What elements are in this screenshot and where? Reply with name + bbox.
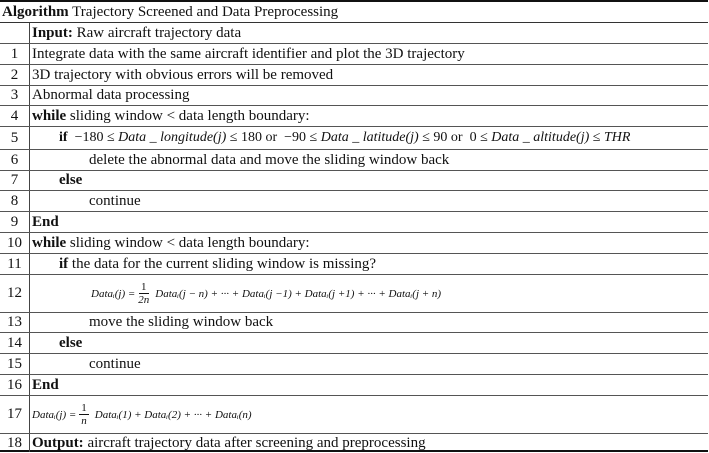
line-number: 7 xyxy=(10,172,19,188)
mean-formula: Dataᵢ(j) = $\frac{1}{n}$ Dataᵢ(1) + Dataᵢ(2) + ··· + Dataᵢ(n) xyxy=(32,402,252,427)
while-keyword: while xyxy=(32,107,67,124)
table-row xyxy=(0,86,708,106)
table-row xyxy=(0,275,708,313)
line-number: 18 xyxy=(7,434,22,451)
fraction: $\frac{1}{2n}$ xyxy=(138,281,150,306)
line-text: Input: Raw aircraft trajectory data xyxy=(32,24,242,41)
table-row xyxy=(0,354,708,375)
line-text: move the sliding window back xyxy=(89,314,274,330)
table-row xyxy=(0,127,708,150)
line-number: 10 xyxy=(7,234,22,251)
table-row xyxy=(0,44,708,65)
table-row xyxy=(0,396,708,434)
line-number: 1 xyxy=(10,45,19,62)
line-number: 5 xyxy=(10,129,19,146)
output-keyword: Output: xyxy=(32,434,84,451)
table-row xyxy=(0,233,708,254)
line-number: 3 xyxy=(10,87,19,103)
line-number: 12 xyxy=(7,285,22,301)
table-row-input xyxy=(0,23,708,44)
line-text: Integrate data with the same aircraft identifier and plot the 3D trajectory xyxy=(32,45,465,62)
algorithm-keyword: Algorithm xyxy=(2,4,69,20)
line-number: 15 xyxy=(7,355,22,372)
line-text: continue xyxy=(89,355,141,372)
line-text: Abnormal data processing xyxy=(32,87,190,103)
line-number: 2 xyxy=(10,66,19,83)
line-text: if the data for the current sliding window is missing? xyxy=(59,255,377,272)
line-text: while sliding window < data length boundary: xyxy=(32,234,310,251)
line-number: 13 xyxy=(7,314,22,330)
table-row xyxy=(0,375,708,396)
table-row xyxy=(0,171,708,191)
fraction: $\frac{1}{n}$ xyxy=(81,402,87,427)
algorithm-header xyxy=(0,2,708,23)
line-text: while sliding window < data length boundary: xyxy=(32,107,310,124)
line-text: 3D trajectory with obvious errors will be removed xyxy=(32,66,334,83)
table-row xyxy=(0,65,708,86)
line-number: 8 xyxy=(10,192,19,209)
table-row xyxy=(0,254,708,275)
line-number: 9 xyxy=(10,213,19,230)
line-number: 14 xyxy=(7,334,22,351)
table-row xyxy=(0,333,708,354)
if-keyword: if xyxy=(59,130,68,145)
if-keyword: if xyxy=(59,255,69,272)
line-number: 6 xyxy=(10,151,19,168)
line-text: continue xyxy=(89,192,141,209)
table-row xyxy=(0,150,708,171)
line-number: 17 xyxy=(7,406,22,422)
condition-expression: if −180 ≤ Data _ longitude(j) ≤ 180 or −90 ≤ Data _ latitude(j) ≤ 90 or 0 ≤ Data _ altitude(j) ≤ THR xyxy=(59,130,631,145)
while-keyword: while xyxy=(32,234,67,251)
input-keyword: Input: xyxy=(32,24,73,41)
algorithm-title: Trajectory Screened and Data Preprocessing xyxy=(72,4,339,20)
line-number: 11 xyxy=(7,255,22,272)
end-keyword: End xyxy=(32,376,59,393)
interpolation-formula: Dataᵢ(j) = $\frac{1}{2n}$ Dataᵢ(j − n) + ··· + Dataᵢ(j −1) + Dataᵢ(j +1) + ··· + Dataᵢ(j + n) xyxy=(91,281,442,306)
line-text: Output: aircraft trajectory data after screening and preprocessing xyxy=(32,434,426,451)
line-number: 16 xyxy=(7,376,22,393)
table-row xyxy=(0,191,708,212)
line-number: 4 xyxy=(10,107,19,124)
end-keyword: End xyxy=(32,213,59,230)
table-row-output xyxy=(0,434,708,452)
else-keyword: else xyxy=(59,334,83,351)
else-keyword: else xyxy=(59,172,83,188)
line-text: delete the abnormal data and move the sliding window back xyxy=(89,151,450,168)
table-row xyxy=(0,212,708,233)
table-row xyxy=(0,106,708,127)
table-row xyxy=(0,313,708,333)
